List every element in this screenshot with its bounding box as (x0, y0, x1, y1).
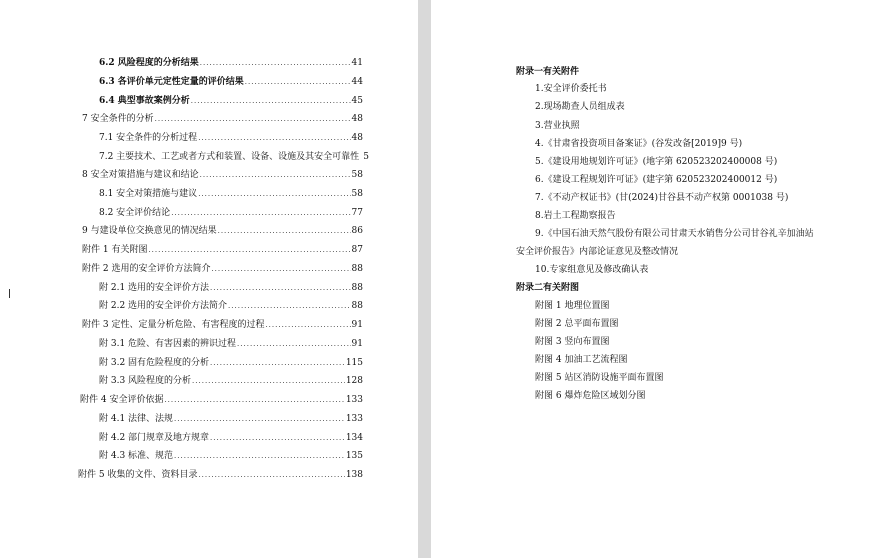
appendix-item[interactable]: 10.专家组意见及修改确认表 (535, 265, 649, 275)
toc-page: 45 (351, 96, 363, 106)
toc-entry[interactable] (99, 76, 363, 88)
toc-title: 附件 1 有关附图 (82, 245, 148, 255)
toc-page: 91 (351, 320, 363, 330)
appendix-figure[interactable]: 附图 2 总平面布置图 (535, 319, 619, 329)
toc-entry[interactable] (99, 413, 363, 425)
toc-page: 134 (345, 433, 363, 443)
toc-page: 58 (351, 189, 363, 199)
toc-title: 附 4.1 法律、法规 (99, 414, 174, 424)
toc-title: 8 安全对策措施与建议和结论 (82, 170, 199, 180)
appendix-figure[interactable]: 附图 1 地理位置图 (535, 301, 610, 311)
leader-dots (191, 96, 351, 107)
toc-page: 88 (351, 301, 363, 311)
leader-dots (198, 133, 350, 144)
leader-dots (265, 320, 350, 331)
toc-page: 41 (351, 58, 363, 68)
toc-title: 6.4 典型事故案例分析 (99, 96, 190, 106)
toc-entry[interactable] (99, 282, 363, 294)
toc-title: 附 4.2 部门规章及地方规章 (99, 433, 210, 443)
toc-title: 附 2.1 选用的安全评价方法 (99, 283, 210, 293)
toc-entry[interactable] (82, 113, 363, 125)
appendix-figure[interactable]: 附图 3 竖向布置图 (535, 337, 610, 347)
leader-dots (174, 451, 345, 462)
toc-page: 115 (345, 358, 363, 368)
toc-entry[interactable] (82, 169, 363, 181)
toc-title: 附件 4 安全评价依据 (80, 395, 164, 405)
toc-entry[interactable] (99, 357, 363, 369)
toc-entry[interactable] (99, 375, 363, 387)
toc-page: 135 (345, 451, 363, 461)
toc-title: 8.1 安全对策措施与建议 (99, 189, 198, 199)
toc-title: 7.1 安全条件的分析过程 (99, 133, 198, 143)
appendix-item[interactable]: 3.营业执照 (535, 121, 580, 131)
leader-dots (211, 264, 350, 275)
toc-page: 138 (345, 470, 363, 480)
toc-page: 87 (351, 245, 363, 255)
leader-dots (218, 226, 351, 237)
toc-title: 附件 3 定性、定量分析危险、有害程度的过程 (82, 320, 265, 330)
toc-title: 6.2 风险程度的分析结果 (99, 58, 199, 68)
appendix-item[interactable]: 4.《甘肃省投资项目备案证》(谷发改备[2019]9 号) (535, 139, 743, 149)
toc-title: 附 4.3 标准、规范 (99, 451, 174, 461)
toc-page: 77 (351, 208, 363, 218)
leader-dots (148, 245, 350, 256)
leader-dots (171, 208, 350, 219)
appendix-figure[interactable]: 附图 6 爆炸危险区域划分图 (535, 391, 646, 401)
toc-entry[interactable] (99, 338, 363, 350)
appendix-item-continuation: 安全评价报告》内部论证意见及整改情况 (516, 247, 679, 257)
toc-entry[interactable] (99, 432, 363, 444)
toc-entry[interactable] (99, 151, 369, 163)
appendix-heading: 附录一有关附件 (516, 67, 580, 77)
toc-title: 6.3 各评价单元定性定量的评价结果 (99, 77, 244, 87)
appendix-figure[interactable]: 附图 4 加油工艺流程图 (535, 355, 628, 365)
leader-dots (210, 358, 345, 369)
toc-page: 88 (351, 264, 363, 274)
toc-entry[interactable] (99, 188, 363, 200)
leader-dots (200, 170, 351, 181)
appendix-item[interactable]: 5.《建设用地规划许可证》(地字第 620523202400008 号) (535, 157, 778, 167)
toc-entry[interactable] (82, 244, 363, 256)
leader-dots (210, 283, 351, 294)
toc-page: 133 (345, 414, 363, 424)
leader-dots (237, 339, 351, 350)
appendix-item[interactable]: 2.现场勘查人员组成表 (535, 102, 625, 112)
toc-title: 9 与建设单位交换意见的情况结果 (82, 226, 217, 236)
toc-entry[interactable] (78, 469, 363, 481)
leader-dots (155, 114, 351, 125)
leader-dots (210, 433, 345, 444)
toc-page: 48 (351, 133, 363, 143)
appendix-item[interactable]: 7.《不动产权证书》(甘(2024)甘谷县不动产权第 0001038 号) (535, 193, 789, 203)
toc-page: 133 (345, 395, 363, 405)
toc-title: 7 安全条件的分析 (82, 114, 154, 124)
toc-page: 5 (363, 152, 369, 162)
toc-page: 58 (351, 170, 363, 180)
toc-title: 附 3.1 危险、有害因素的辨识过程 (99, 339, 237, 349)
toc-title: 8.2 安全评价结论 (99, 208, 171, 218)
toc-page: 88 (351, 283, 363, 293)
toc-entry[interactable] (99, 300, 363, 312)
toc-title: 7.2 主要技术、工艺或者方式和装置、设备、设施及其安全可靠性 (99, 152, 360, 162)
appendix-item[interactable]: 6.《建设工程规划许可证》(建字第 620523202400012 号) (535, 175, 778, 185)
toc-entry[interactable] (99, 450, 363, 462)
toc-title: 附件 5 收集的文件、资料目录 (78, 470, 198, 480)
toc-entry[interactable] (99, 132, 363, 144)
left-page (0, 0, 418, 558)
toc-entry[interactable] (82, 263, 363, 275)
leader-dots (174, 414, 345, 425)
toc-page: 44 (351, 77, 363, 87)
leader-dots (245, 77, 351, 88)
toc-entry[interactable] (82, 225, 363, 237)
toc-page: 86 (351, 226, 363, 236)
toc-page: 91 (351, 339, 363, 349)
leader-dots (200, 58, 351, 69)
appendix-figure[interactable]: 附图 5 站区消防设施平面布置图 (535, 373, 664, 383)
appendix-item[interactable]: 8.岩土工程勘察报告 (535, 211, 616, 221)
toc-entry[interactable] (99, 207, 363, 219)
text-cursor (9, 289, 10, 298)
toc-title: 附 2.2 选用的安全评价方法简介 (99, 301, 228, 311)
toc-entry[interactable] (99, 57, 363, 69)
toc-title: 附件 2 选用的安全评价方法简介 (82, 264, 211, 274)
toc-title: 附 3.3 风险程度的分析 (99, 376, 192, 386)
appendix-item[interactable]: 1.安全评价委托书 (535, 84, 607, 94)
toc-entry[interactable] (80, 394, 363, 406)
leader-dots (198, 470, 344, 481)
toc-page: 48 (351, 114, 363, 124)
leader-dots (164, 395, 344, 406)
page-gap (418, 0, 431, 558)
appendix-item[interactable]: 9.《中国石油天然气股份有限公司甘肃天水销售分公司甘谷礼辛加油站 (535, 229, 814, 239)
appendix-heading: 附录二有关附图 (516, 283, 580, 293)
toc-title: 附 3.2 固有危险程度的分析 (99, 358, 210, 368)
leader-dots (198, 189, 350, 200)
leader-dots (228, 301, 351, 312)
toc-page: 128 (345, 376, 363, 386)
toc-entry[interactable] (82, 319, 363, 331)
leader-dots (192, 376, 345, 387)
right-page (431, 0, 875, 558)
toc-entry[interactable] (99, 95, 363, 107)
